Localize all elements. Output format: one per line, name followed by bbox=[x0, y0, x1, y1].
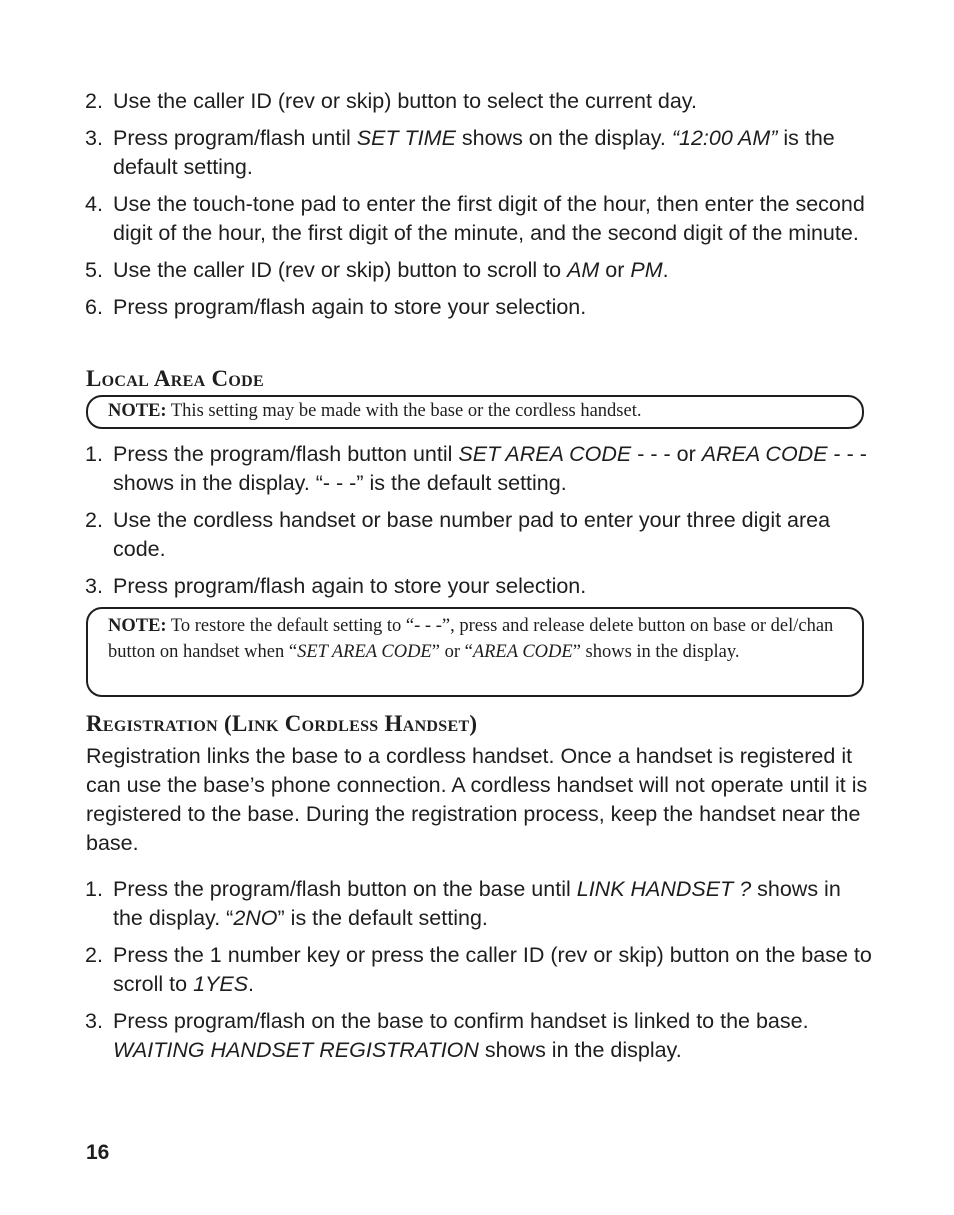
registration-steps-list bbox=[85, 875, 875, 1073]
display-text: 1YES bbox=[193, 972, 249, 996]
list-item bbox=[85, 87, 875, 116]
list-item bbox=[85, 506, 875, 564]
time-steps-list bbox=[85, 87, 875, 330]
local-area-code-heading: Local Area Code bbox=[86, 366, 264, 391]
step-number: 3. bbox=[85, 574, 103, 598]
text-run: Use the caller ID (rev or skip) button to scroll to bbox=[113, 258, 568, 282]
list-item bbox=[85, 190, 875, 248]
registration-paragraph: Registration links the base to a cordless handset. Once a handset is registered it can use the base’s phone connection. A cordless handset will not operate until it is registered to the base. During the registration process, keep the handset near the base. bbox=[86, 744, 868, 855]
text-run: - - - or bbox=[631, 442, 702, 466]
text-run: shows in the display. bbox=[478, 1038, 682, 1062]
text-run: ” shows in the display. bbox=[572, 642, 740, 662]
display-text: SET AREA CODE bbox=[458, 442, 632, 466]
step-text bbox=[113, 941, 875, 999]
text-run: Use the caller ID (rev or skip) button to select the current day. bbox=[113, 89, 697, 113]
text-run: ” is the default setting. bbox=[277, 906, 488, 930]
step-text bbox=[113, 293, 875, 322]
display-text: PM bbox=[630, 258, 663, 282]
text-run: Press program/flash on the base to confirm handset is linked to the base. bbox=[113, 1009, 809, 1033]
step-text bbox=[113, 440, 875, 498]
step-text bbox=[113, 1007, 875, 1065]
text-run: Press the 1 number key or press the caller ID (rev or skip) button on the base to scroll to bbox=[113, 943, 872, 996]
display-text: “12:00 AM” bbox=[671, 126, 778, 150]
text-run: Use the touch-tone pad to enter the first digit of the hour, then enter the second digit of the hour, the first digit of the minute, and the second digit of the minute. bbox=[113, 192, 865, 245]
display-text: LINK HANDSET ? bbox=[576, 877, 752, 901]
list-item bbox=[85, 1007, 875, 1065]
step-text bbox=[113, 256, 875, 285]
step-text bbox=[113, 875, 875, 933]
step-number: 3. bbox=[85, 1009, 103, 1033]
step-text bbox=[113, 190, 875, 248]
text-run: shows in the display. “ bbox=[113, 877, 841, 930]
area-code-steps-list bbox=[85, 440, 875, 609]
text-run: or bbox=[599, 258, 631, 282]
list-item bbox=[85, 293, 875, 322]
step-text bbox=[113, 572, 875, 601]
text-run: . bbox=[248, 972, 255, 996]
display-text: 2NO bbox=[233, 906, 278, 930]
text-run: shows on the display. bbox=[455, 126, 672, 150]
text-run: Press program/flash until bbox=[113, 126, 357, 150]
step-number: 4. bbox=[85, 192, 103, 216]
step-number: 2. bbox=[85, 89, 103, 113]
step-number: 3. bbox=[85, 126, 103, 150]
step-text bbox=[113, 87, 875, 116]
text-run: . bbox=[662, 258, 669, 282]
text-run: Use the cordless handset or base number pad to enter your three digit area code. bbox=[113, 508, 831, 561]
text-run: Press program/flash again to store your selection. bbox=[113, 574, 587, 598]
step-number: 2. bbox=[85, 943, 103, 967]
note-box-restore-default bbox=[86, 607, 864, 697]
display-text: WAITING HANDSET REGISTRATION bbox=[113, 1038, 479, 1062]
display-text: SET AREA CODE bbox=[297, 642, 432, 662]
step-number: 5. bbox=[85, 258, 103, 282]
text-run: Press the program/flash button until bbox=[113, 442, 459, 466]
list-item bbox=[85, 256, 875, 285]
text-run: Press the program/flash button on the base until bbox=[113, 877, 577, 901]
display-text: AREA CODE bbox=[701, 442, 828, 466]
text-run: - - - shows in the display. “- - -” is the default setting. bbox=[113, 442, 867, 495]
step-number: 1. bbox=[85, 442, 103, 466]
list-item bbox=[85, 124, 875, 182]
note-box-area-code bbox=[86, 395, 864, 429]
display-text: AM bbox=[567, 258, 600, 282]
text-run: To restore the default setting to “- - -”, press and release delete button on base or del/chan button on handset when “ bbox=[108, 616, 834, 662]
note-label: NOTE: bbox=[108, 401, 167, 421]
list-item bbox=[85, 875, 875, 933]
page-number: 16 bbox=[86, 1141, 110, 1164]
registration-heading: Registration (Link Cordless Handset) bbox=[86, 711, 478, 736]
display-text: AREA CODE bbox=[472, 642, 573, 662]
display-text: SET TIME bbox=[356, 126, 456, 150]
text-run: This setting may be made with the base or the cordless handset. bbox=[166, 401, 642, 421]
list-item bbox=[85, 440, 875, 498]
text-run: is the default setting. bbox=[113, 126, 835, 179]
list-item bbox=[85, 572, 875, 601]
text-run: ” or “ bbox=[431, 642, 473, 662]
step-number: 1. bbox=[85, 877, 103, 901]
text-run: Press program/flash again to store your selection. bbox=[113, 295, 587, 319]
step-text bbox=[113, 124, 875, 182]
note-label: NOTE: bbox=[108, 616, 167, 636]
step-text bbox=[113, 506, 875, 564]
list-item bbox=[85, 941, 875, 999]
step-number: 2. bbox=[85, 508, 103, 532]
step-number: 6. bbox=[85, 295, 103, 319]
